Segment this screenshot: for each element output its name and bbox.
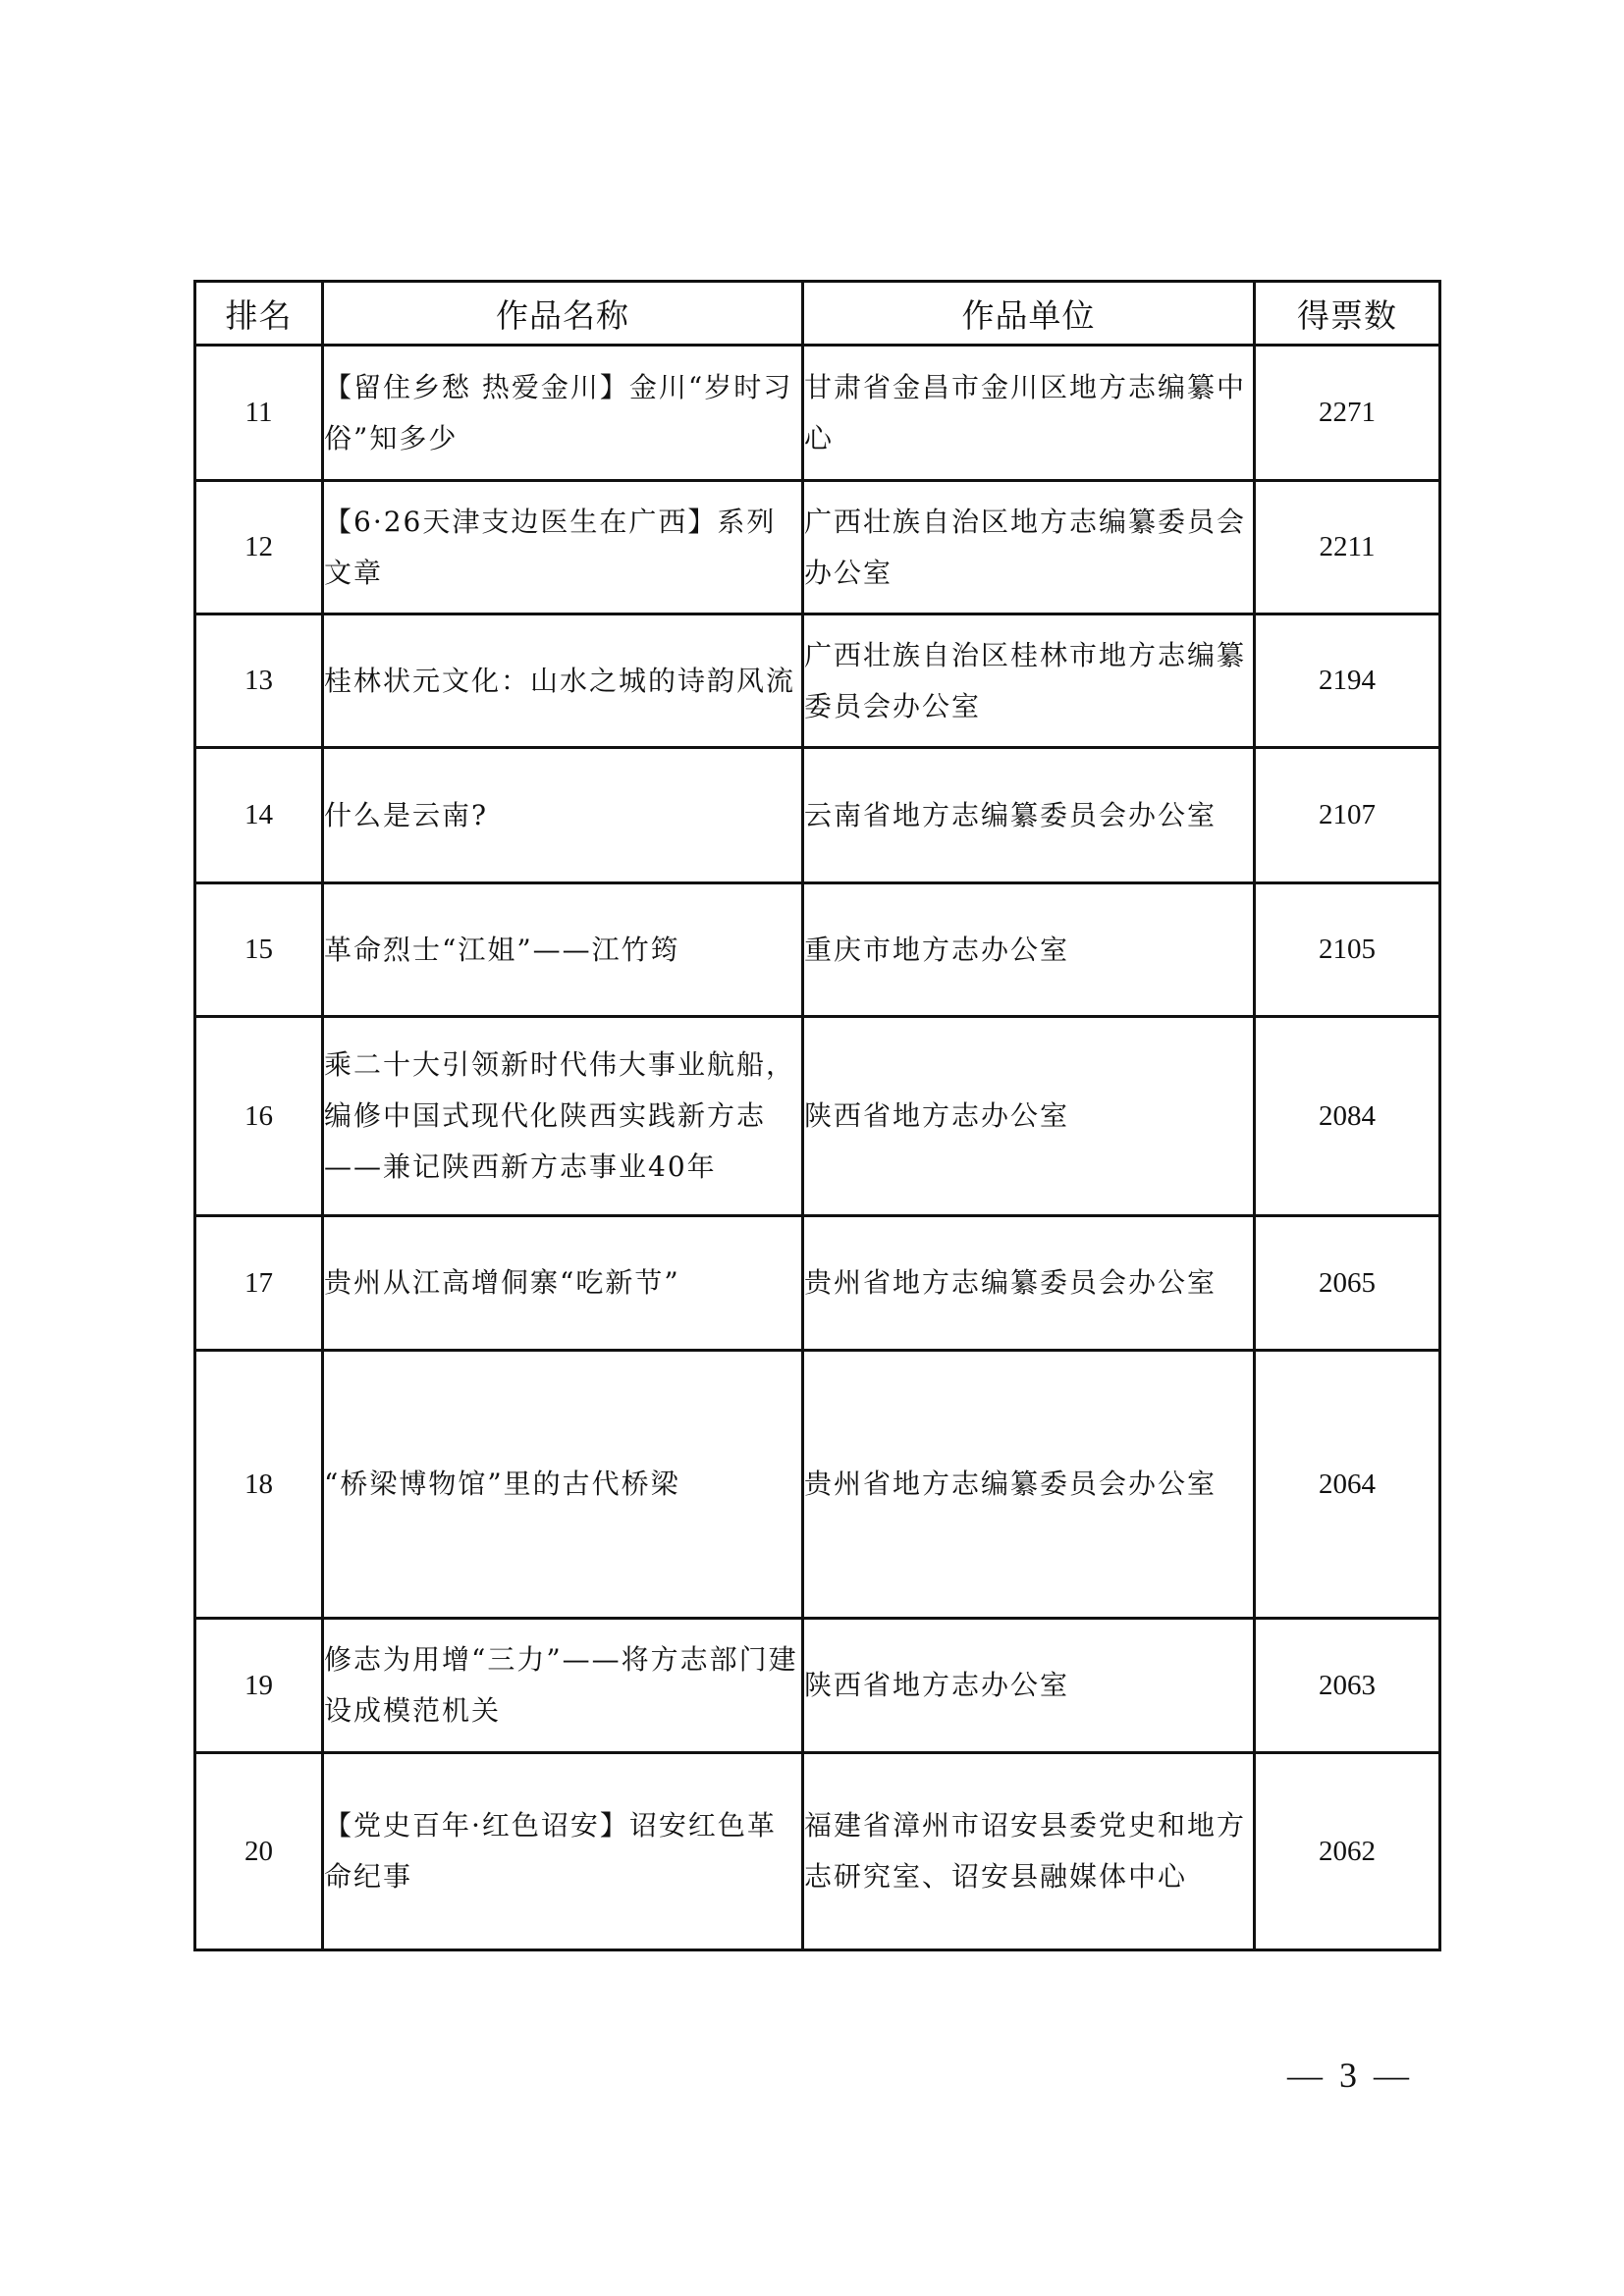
table-row bbox=[195, 1753, 1440, 1950]
table-header-row bbox=[195, 282, 1440, 346]
cell-rank: 18 bbox=[195, 1351, 323, 1619]
cell-title: 革命烈士“江姐”——江竹筠 bbox=[323, 883, 803, 1017]
header-rank: 排名 bbox=[195, 282, 323, 346]
cell-votes: 2063 bbox=[1255, 1619, 1440, 1753]
cell-rank: 20 bbox=[195, 1753, 323, 1950]
cell-votes: 2065 bbox=[1255, 1216, 1440, 1351]
table-row bbox=[195, 1619, 1440, 1753]
table-row bbox=[195, 346, 1440, 481]
table-row bbox=[195, 748, 1440, 883]
table-body bbox=[195, 346, 1440, 1950]
cell-title: “桥梁博物馆”里的古代桥梁 bbox=[323, 1351, 803, 1619]
cell-unit: 云南省地方志编纂委员会办公室 bbox=[803, 748, 1255, 883]
cell-rank: 12 bbox=[195, 481, 323, 614]
cell-unit: 广西壮族自治区地方志编纂委员会办公室 bbox=[803, 481, 1255, 614]
header-title: 作品名称 bbox=[323, 282, 803, 346]
ranking-table bbox=[193, 280, 1441, 1951]
cell-unit: 福建省漳州市诏安县委党史和地方志研究室、诏安县融媒体中心 bbox=[803, 1753, 1255, 1950]
table-row bbox=[195, 614, 1440, 748]
page-number: — 3 — bbox=[1287, 2056, 1413, 2095]
cell-votes: 2194 bbox=[1255, 614, 1440, 748]
cell-unit: 甘肃省金昌市金川区地方志编纂中心 bbox=[803, 346, 1255, 481]
header-votes: 得票数 bbox=[1255, 282, 1440, 346]
cell-title: 桂林状元文化：山水之城的诗韵风流 bbox=[323, 614, 803, 748]
cell-votes: 2062 bbox=[1255, 1753, 1440, 1950]
cell-unit: 陕西省地方志办公室 bbox=[803, 1619, 1255, 1753]
cell-unit: 重庆市地方志办公室 bbox=[803, 883, 1255, 1017]
cell-title: 修志为用增“三力”——将方志部门建设成模范机关 bbox=[323, 1619, 803, 1753]
cell-unit: 广西壮族自治区桂林市地方志编纂委员会办公室 bbox=[803, 614, 1255, 748]
cell-unit: 贵州省地方志编纂委员会办公室 bbox=[803, 1351, 1255, 1619]
cell-votes: 2211 bbox=[1255, 481, 1440, 614]
cell-rank: 13 bbox=[195, 614, 323, 748]
cell-rank: 11 bbox=[195, 346, 323, 481]
cell-votes: 2271 bbox=[1255, 346, 1440, 481]
table-row bbox=[195, 1216, 1440, 1351]
cell-title: 【留住乡愁 热爱金川】金川“岁时习俗”知多少 bbox=[323, 346, 803, 481]
cell-rank: 14 bbox=[195, 748, 323, 883]
cell-rank: 16 bbox=[195, 1017, 323, 1216]
cell-votes: 2107 bbox=[1255, 748, 1440, 883]
cell-votes: 2064 bbox=[1255, 1351, 1440, 1619]
table-row bbox=[195, 1351, 1440, 1619]
table-row bbox=[195, 481, 1440, 614]
cell-rank: 19 bbox=[195, 1619, 323, 1753]
table-row bbox=[195, 1017, 1440, 1216]
cell-title: 【6·26天津支边医生在广西】系列文章 bbox=[323, 481, 803, 614]
cell-title: 【党史百年·红色诏安】诏安红色革命纪事 bbox=[323, 1753, 803, 1950]
cell-rank: 15 bbox=[195, 883, 323, 1017]
cell-unit: 陕西省地方志办公室 bbox=[803, 1017, 1255, 1216]
header-unit: 作品单位 bbox=[803, 282, 1255, 346]
cell-title: 乘二十大引领新时代伟大事业航船，编修中国式现代化陕西实践新方志——兼记陕西新方志事业40年 bbox=[323, 1017, 803, 1216]
cell-votes: 2084 bbox=[1255, 1017, 1440, 1216]
cell-title: 什么是云南? bbox=[323, 748, 803, 883]
cell-unit: 贵州省地方志编纂委员会办公室 bbox=[803, 1216, 1255, 1351]
table-row bbox=[195, 883, 1440, 1017]
cell-votes: 2105 bbox=[1255, 883, 1440, 1017]
cell-rank: 17 bbox=[195, 1216, 323, 1351]
cell-title: 贵州从江高增侗寨“吃新节” bbox=[323, 1216, 803, 1351]
